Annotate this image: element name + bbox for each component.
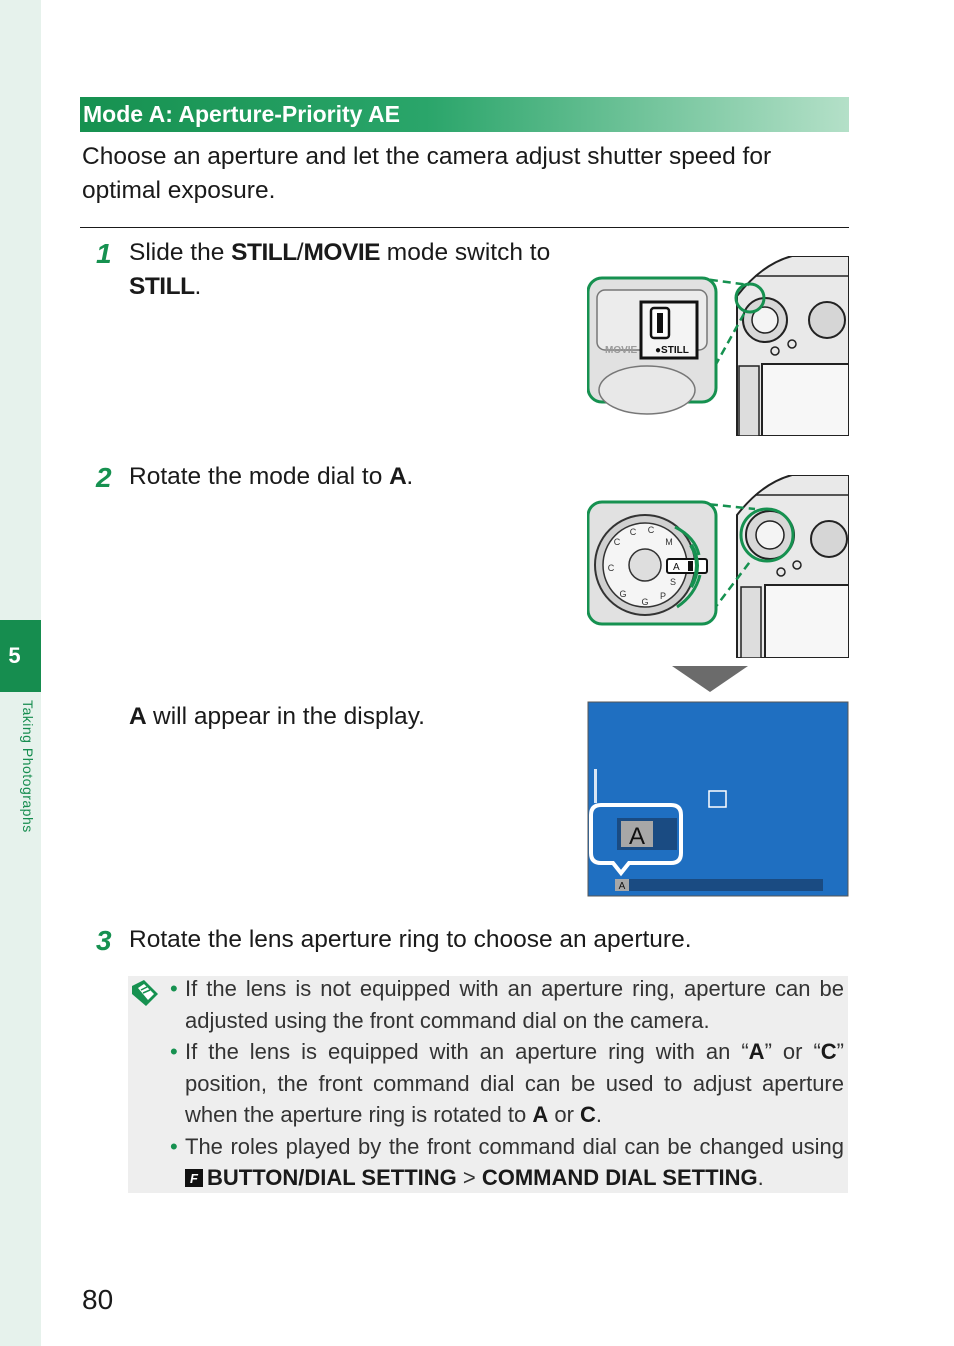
result-text: A will appear in the display. (129, 703, 425, 730)
svg-text:P: P (659, 591, 667, 601)
chapter-tab (0, 620, 41, 692)
svg-text:C: C (629, 527, 637, 537)
svg-text:A: A (673, 562, 680, 573)
svg-text:C: C (647, 525, 655, 535)
result-arrow-icon (672, 666, 748, 692)
divider (80, 227, 849, 228)
note-icon (130, 978, 160, 1008)
mode-switch-illustration (587, 256, 849, 436)
lcd-mode-small: A (618, 881, 626, 892)
step-3-number: 3 (96, 925, 112, 956)
svg-text:G: G (641, 597, 649, 607)
svg-text:G: G (619, 589, 627, 599)
note-item-3: • The roles played by the front command dial can be changed using F BUTTON/DIAL SETTING > COMMAND DIAL SETTING. (170, 1131, 844, 1194)
note-item-1: • If the lens is not equipped with an aperture ring, aperture can be adjusted using the front command dial on the camera. (170, 973, 844, 1036)
intro-paragraph: Choose an aperture and let the camera adjust shutter speed for optimal exposure. (82, 143, 772, 204)
mode-dial-illustration (587, 475, 849, 658)
chapter-number: 5 (8, 643, 21, 668)
svg-text:C: C (613, 537, 621, 547)
note-item-2: • If the lens is equipped with an aperture ring with an “A” or “C” position, the front command dial can be used to adjust aperture when the aperture ring is rotated to A or C. (170, 1036, 844, 1131)
step-1-number: 1 (96, 238, 112, 269)
section-title: Mode A: Aperture-Priority AE (80, 97, 849, 132)
lcd-mode-big: A (628, 823, 646, 850)
svg-text:S: S (669, 577, 677, 587)
chapter-label: Taking Photographs (20, 700, 36, 833)
lcd-display-illustration (587, 701, 849, 897)
switch-still-label: ●STILL (655, 345, 689, 356)
step-1-text: Slide the STILL/MOVIE mode switch to STILL. (129, 239, 551, 300)
page-number: 80 (82, 1284, 114, 1315)
step-3-text: Rotate the lens aperture ring to choose an aperture. (129, 926, 692, 953)
svg-text:C: C (607, 563, 615, 573)
svg-text:F: F (190, 1171, 198, 1186)
note-list (170, 973, 844, 1194)
svg-text:M: M (665, 537, 673, 547)
function-button-icon (185, 1169, 203, 1187)
step-2-number: 2 (96, 462, 112, 493)
switch-movie-label: MOVIE (605, 345, 638, 356)
step-2-text: Rotate the mode dial to A. (129, 463, 414, 490)
